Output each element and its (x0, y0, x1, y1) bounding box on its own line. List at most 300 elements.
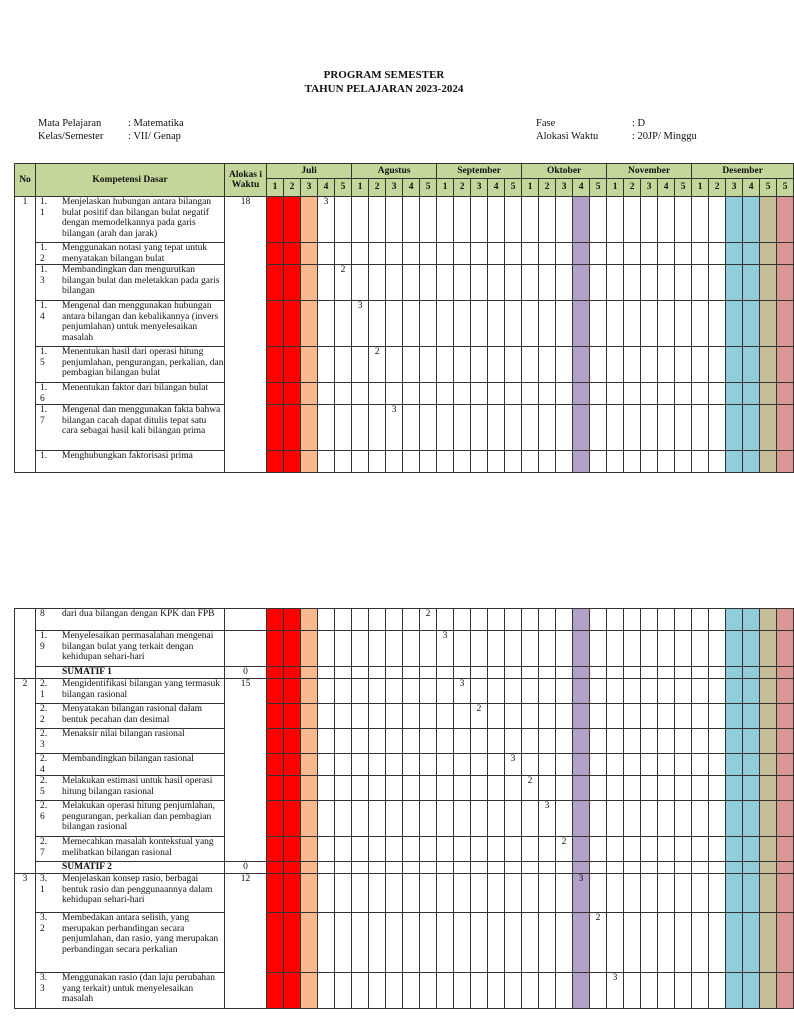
week-cell (709, 667, 726, 679)
kd-cell (36, 197, 225, 243)
week-cell (607, 383, 624, 405)
week-cell (437, 609, 454, 631)
week-cell (420, 451, 437, 473)
week-cell (726, 704, 743, 729)
week-cell (403, 631, 420, 667)
week-cell (573, 754, 590, 776)
week-cell (675, 301, 692, 347)
fase-label: Fase (536, 118, 556, 129)
week-cell (726, 729, 743, 754)
week-cell (318, 837, 335, 862)
table-row (15, 451, 794, 473)
header-kd: Kompetensi Dasar (36, 164, 225, 197)
week-cell (743, 776, 760, 801)
week-cell (726, 347, 743, 383)
week-cell (760, 729, 777, 754)
week-cell (301, 197, 318, 243)
kd-number: 2. 5 (40, 776, 48, 797)
week-cell (420, 197, 437, 243)
week-cell (471, 383, 488, 405)
week-cell (454, 837, 471, 862)
week-cell (420, 874, 437, 913)
week-cell (641, 801, 658, 837)
week-cell (284, 383, 301, 405)
week-cell (760, 609, 777, 631)
week-cell (573, 679, 590, 704)
week-cell (709, 973, 726, 1009)
week-cell (692, 243, 709, 265)
week-cell (539, 729, 556, 754)
week-cell (777, 451, 794, 473)
week-cell (641, 405, 658, 451)
week-cell (726, 913, 743, 973)
week-cell (335, 631, 352, 667)
week-cell (301, 243, 318, 265)
week-cell (505, 667, 522, 679)
week-cell (386, 837, 403, 862)
week-cell (267, 405, 284, 451)
week-cell (760, 913, 777, 973)
week-cell (641, 729, 658, 754)
header-month: Desember (692, 164, 794, 179)
week-cell (335, 973, 352, 1009)
week-cell (556, 913, 573, 973)
week-cell (505, 973, 522, 1009)
week-cell (505, 837, 522, 862)
week-cell (454, 667, 471, 679)
week-cell (658, 801, 675, 837)
week-cell (709, 243, 726, 265)
week-cell (539, 801, 556, 837)
week-cell (709, 704, 726, 729)
week-cell (267, 729, 284, 754)
week-cell (709, 754, 726, 776)
week-cell (760, 265, 777, 301)
week-cell (539, 347, 556, 383)
week-cell (607, 776, 624, 801)
week-cell (352, 631, 369, 667)
week-cell (658, 913, 675, 973)
week-cell (777, 243, 794, 265)
week-cell (454, 243, 471, 265)
week-cell (726, 451, 743, 473)
week-cell (301, 801, 318, 837)
kd-number: 3. 2 (40, 913, 48, 934)
week-cell (454, 265, 471, 301)
week-cell (675, 451, 692, 473)
week-cell (488, 729, 505, 754)
week-cell (522, 451, 539, 473)
sumatif-row (15, 862, 794, 874)
week-cell (590, 837, 607, 862)
week-cell (369, 667, 386, 679)
week-cell (318, 776, 335, 801)
week-cell (284, 729, 301, 754)
week-cell (539, 451, 556, 473)
fase-value: : D (632, 118, 646, 129)
kd-cell (36, 679, 225, 704)
week-cell (675, 383, 692, 405)
week-cell (522, 383, 539, 405)
week-cell (709, 801, 726, 837)
week-cell (488, 913, 505, 973)
kd-number: 2. 4 (40, 754, 48, 775)
week-cell (726, 754, 743, 776)
week-cell (590, 383, 607, 405)
week-cell (420, 913, 437, 973)
week-cell (267, 679, 284, 704)
week-value: 3 (612, 973, 618, 983)
sumatif-alokasi: 0 (225, 862, 267, 874)
header-week: 1 (692, 179, 709, 197)
week-cell (573, 347, 590, 383)
table-row (15, 383, 794, 405)
week-cell (522, 862, 539, 874)
week-cell (318, 679, 335, 704)
week-cell (488, 609, 505, 631)
week-cell (675, 704, 692, 729)
week-cell (556, 801, 573, 837)
week-cell (420, 301, 437, 347)
week-cell (590, 754, 607, 776)
week-cell (420, 801, 437, 837)
week-cell (539, 631, 556, 667)
week-cell (437, 667, 454, 679)
week-cell (420, 754, 437, 776)
week-cell (301, 973, 318, 1009)
week-cell (284, 862, 301, 874)
week-cell (471, 874, 488, 913)
week-cell (692, 862, 709, 874)
week-cell (624, 667, 641, 679)
week-cell (437, 913, 454, 973)
week-cell (437, 405, 454, 451)
header-week: 2 (539, 179, 556, 197)
week-cell (522, 729, 539, 754)
week-cell (318, 801, 335, 837)
week-cell (777, 837, 794, 862)
week-cell (641, 243, 658, 265)
week-cell (488, 776, 505, 801)
week-cell (556, 631, 573, 667)
week-cell (369, 405, 386, 451)
week-cell (454, 405, 471, 451)
week-cell (777, 679, 794, 704)
week-cell (488, 197, 505, 243)
week-cell (522, 405, 539, 451)
week-cell (573, 265, 590, 301)
week-cell (556, 874, 573, 913)
week-cell (709, 347, 726, 383)
week-cell (454, 197, 471, 243)
week-cell (267, 301, 284, 347)
week-cell (386, 913, 403, 973)
header-week: 5 (675, 179, 692, 197)
kd-text: Mengenal dan menggunakan fakta bahwa bilangan cacah dapat ditulis tepat satu cara sebagai hasil kali bilangan prima (62, 405, 221, 436)
kd-number: 2. 3 (40, 729, 48, 750)
week-cell (624, 729, 641, 754)
week-cell (522, 679, 539, 704)
week-cell (267, 383, 284, 405)
week-cell (352, 913, 369, 973)
week-value: 3 (323, 197, 329, 207)
week-cell (471, 347, 488, 383)
alokasi-label: Alokasi Waktu (536, 131, 599, 142)
week-cell (539, 862, 556, 874)
week-cell (573, 776, 590, 801)
week-cell (505, 776, 522, 801)
week-cell (624, 609, 641, 631)
week-cell (488, 301, 505, 347)
week-cell (369, 862, 386, 874)
week-cell (420, 405, 437, 451)
week-cell (726, 609, 743, 631)
week-cell (386, 609, 403, 631)
week-cell (403, 383, 420, 405)
kd-cell (36, 667, 225, 679)
week-cell (777, 801, 794, 837)
week-cell (301, 265, 318, 301)
week-cell (539, 837, 556, 862)
week-cell (607, 243, 624, 265)
table-row (15, 776, 794, 801)
week-cell (369, 265, 386, 301)
week-cell (590, 874, 607, 913)
kd-group-alokasi: 18 (225, 197, 267, 473)
table-row (15, 973, 794, 1009)
week-cell (675, 631, 692, 667)
week-cell (369, 913, 386, 973)
week-cell (318, 667, 335, 679)
week-cell (675, 667, 692, 679)
week-cell (437, 754, 454, 776)
week-cell (658, 609, 675, 631)
week-cell (386, 754, 403, 776)
week-cell (471, 704, 488, 729)
week-cell (335, 679, 352, 704)
kd-number: 3. 1 (40, 874, 48, 895)
kd-number: 2. 2 (40, 704, 48, 725)
week-cell (335, 754, 352, 776)
week-cell (454, 383, 471, 405)
week-cell (284, 874, 301, 913)
week-cell (386, 631, 403, 667)
week-cell (641, 973, 658, 1009)
header-week: 2 (624, 179, 641, 197)
sumatif-label: SUMATIF 2 (62, 862, 112, 872)
kd-number: 2. 1 (40, 679, 48, 700)
week-cell (471, 913, 488, 973)
week-cell (420, 704, 437, 729)
week-cell (675, 913, 692, 973)
week-cell (352, 301, 369, 347)
week-cell (420, 265, 437, 301)
kd-cell (36, 862, 225, 874)
week-cell (369, 729, 386, 754)
week-cell (692, 301, 709, 347)
table-row (15, 243, 794, 265)
week-cell (522, 301, 539, 347)
week-cell (522, 874, 539, 913)
week-cell (624, 265, 641, 301)
week-cell (301, 609, 318, 631)
week-cell (522, 704, 539, 729)
week-cell (777, 874, 794, 913)
header-month: Juli (267, 164, 352, 179)
sumatif-row (15, 667, 794, 679)
week-cell (437, 631, 454, 667)
week-cell (335, 405, 352, 451)
week-cell (709, 383, 726, 405)
kd-cell (36, 913, 225, 973)
week-cell (777, 862, 794, 874)
week-cell (573, 667, 590, 679)
kd-cell (36, 383, 225, 405)
week-cell (352, 347, 369, 383)
kd-text: Menggunakan notasi yang tepat untuk menyatakan bilangan bulat (62, 243, 208, 264)
week-cell (777, 913, 794, 973)
week-cell (284, 405, 301, 451)
week-cell (488, 801, 505, 837)
week-cell (709, 679, 726, 704)
kd-number: 8 (40, 609, 45, 619)
week-cell (488, 383, 505, 405)
week-cell (590, 451, 607, 473)
week-cell (318, 265, 335, 301)
week-cell (692, 729, 709, 754)
week-cell (488, 679, 505, 704)
header-week: 1 (522, 179, 539, 197)
week-cell (403, 243, 420, 265)
kd-number (36, 862, 62, 873)
week-cell (335, 347, 352, 383)
week-cell (641, 754, 658, 776)
week-cell (658, 243, 675, 265)
header-month: November (607, 164, 692, 179)
week-cell (607, 679, 624, 704)
week-cell (624, 837, 641, 862)
week-cell (743, 862, 760, 874)
week-cell (760, 801, 777, 837)
week-cell (369, 383, 386, 405)
week-cell (573, 837, 590, 862)
week-cell (301, 862, 318, 874)
week-cell (658, 704, 675, 729)
week-cell (488, 704, 505, 729)
week-cell (267, 913, 284, 973)
week-cell (590, 862, 607, 874)
week-cell (403, 679, 420, 704)
week-cell (760, 451, 777, 473)
week-cell (692, 197, 709, 243)
week-cell (726, 265, 743, 301)
week-cell (607, 913, 624, 973)
week-cell (403, 913, 420, 973)
week-cell (267, 609, 284, 631)
week-cell (403, 405, 420, 451)
week-value: 2 (374, 347, 380, 357)
week-cell (692, 679, 709, 704)
week-cell (743, 729, 760, 754)
week-cell (726, 862, 743, 874)
week-cell (522, 973, 539, 1009)
week-cell (386, 243, 403, 265)
week-cell (675, 679, 692, 704)
week-cell (539, 609, 556, 631)
week-cell (590, 197, 607, 243)
week-cell (675, 729, 692, 754)
week-cell (471, 243, 488, 265)
kd-cell (36, 704, 225, 729)
week-cell (403, 704, 420, 729)
week-cell (403, 729, 420, 754)
week-cell (726, 776, 743, 801)
week-cell (641, 197, 658, 243)
week-cell (335, 862, 352, 874)
kelas-label: Kelas/Semester (38, 131, 104, 142)
kd-alokasi (225, 631, 267, 667)
week-cell (505, 405, 522, 451)
week-cell (539, 776, 556, 801)
header-week: 1 (607, 179, 624, 197)
week-cell (352, 973, 369, 1009)
week-cell (777, 776, 794, 801)
kd-text: Membandingkan dan mengurutkan bilangan bulat dan meletakkan pada garis bilangan (62, 265, 220, 296)
week-cell (573, 301, 590, 347)
week-cell (692, 874, 709, 913)
week-cell (726, 631, 743, 667)
week-cell (658, 667, 675, 679)
week-cell (301, 913, 318, 973)
week-cell (267, 347, 284, 383)
week-cell (641, 704, 658, 729)
week-value: 3 (391, 405, 397, 415)
kd-cell (36, 776, 225, 801)
week-cell (777, 347, 794, 383)
table-row (15, 704, 794, 729)
week-cell (488, 837, 505, 862)
week-cell (641, 609, 658, 631)
week-cell (709, 776, 726, 801)
week-cell (420, 776, 437, 801)
week-cell (522, 243, 539, 265)
week-cell (675, 862, 692, 874)
week-cell (335, 776, 352, 801)
week-cell (420, 729, 437, 754)
week-cell (590, 609, 607, 631)
week-cell (352, 801, 369, 837)
week-cell (573, 973, 590, 1009)
week-cell (675, 265, 692, 301)
kd-cell (36, 729, 225, 754)
kd-group-no (15, 609, 36, 679)
week-cell (658, 754, 675, 776)
week-cell (471, 405, 488, 451)
week-cell (556, 451, 573, 473)
week-cell (624, 405, 641, 451)
kd-cell (36, 973, 225, 1009)
week-cell (318, 301, 335, 347)
week-cell (284, 837, 301, 862)
week-cell (352, 704, 369, 729)
week-cell (556, 383, 573, 405)
header-week: 4 (318, 179, 335, 197)
week-cell (505, 754, 522, 776)
header-month: September (437, 164, 522, 179)
week-cell (573, 729, 590, 754)
week-value: 2 (425, 609, 431, 619)
header-week: 2 (454, 179, 471, 197)
